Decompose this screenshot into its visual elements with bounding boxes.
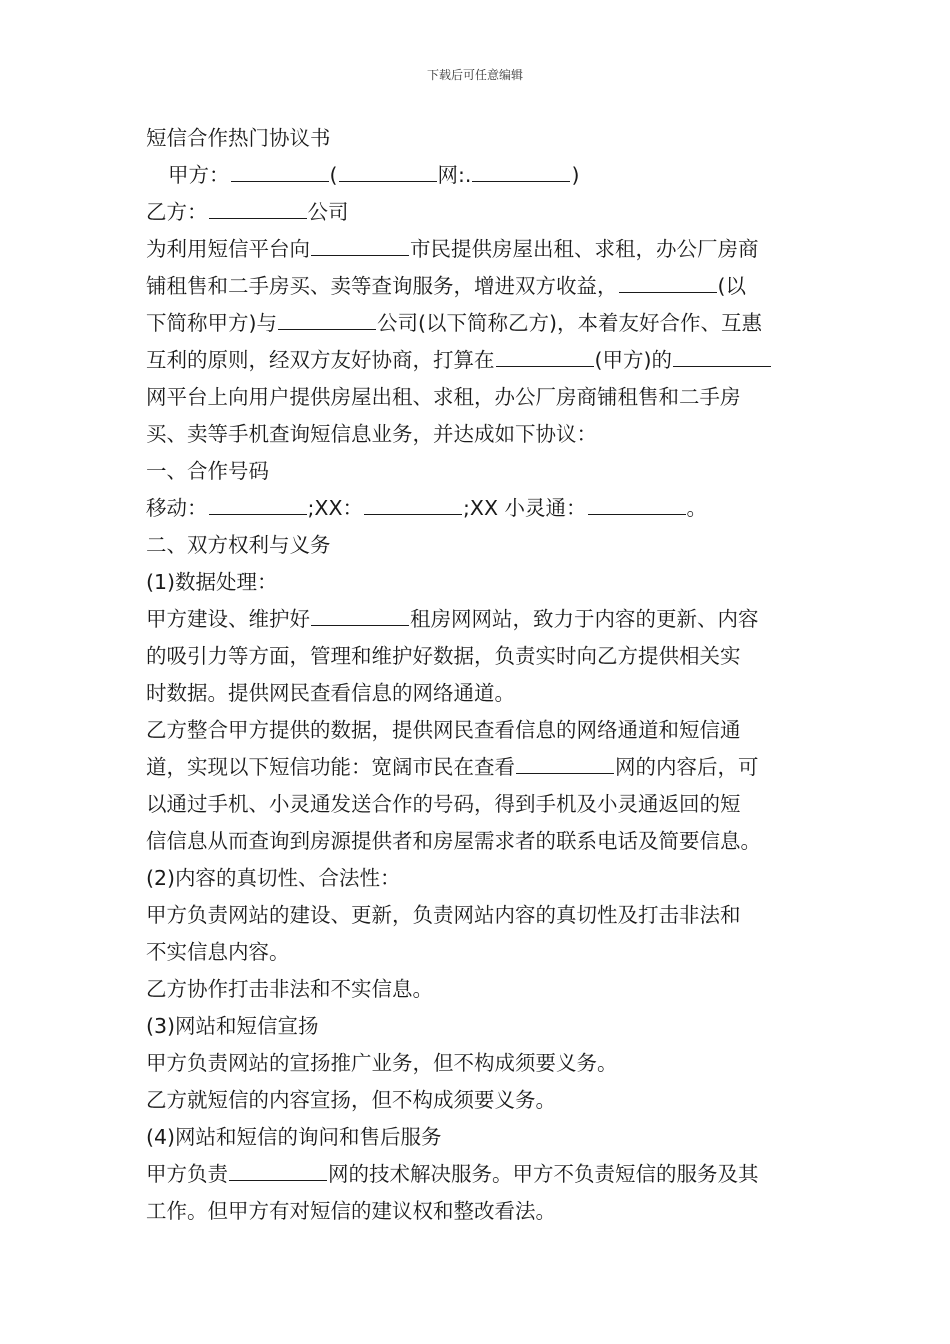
text-line	[146, 1156, 816, 1193]
text-segment: 甲方：	[168, 163, 230, 187]
text-line	[146, 1082, 816, 1119]
text-segment: (1)数据处理：	[146, 570, 278, 594]
text-line	[146, 1119, 816, 1156]
text-segment: (	[329, 163, 338, 187]
text-line	[146, 749, 816, 786]
text-segment: 的吸引力等方面，管理和维护好数据，负责实时向乙方提供相关实	[146, 644, 741, 668]
text-segment: 一、合作号码	[146, 459, 269, 483]
text-line	[146, 1045, 816, 1082]
text-segment: )	[571, 163, 580, 187]
fill-in-blank	[311, 253, 409, 256]
text-segment: (3)网站和短信宣扬	[146, 1014, 319, 1038]
text-segment: (甲方)的	[594, 348, 672, 372]
fill-in-blank	[472, 179, 570, 182]
text-line	[146, 675, 816, 712]
text-segment: 信信息从而查询到房源提供者和房屋需求者的联系电话及简要信息。	[146, 829, 761, 853]
text-line	[146, 342, 816, 379]
text-line	[146, 416, 816, 453]
text-line	[146, 305, 816, 342]
fill-in-blank	[209, 216, 307, 219]
text-segment: 下简称甲方)与	[146, 311, 277, 335]
text-segment: 网平台上向用户提供房屋出租、求租，办公厂房商铺租售和二手房	[146, 385, 741, 409]
text-segment: 网:.	[437, 163, 472, 187]
text-segment: 以通过手机、小灵通发送合作的号码，得到手机及小灵通返回的短	[146, 792, 741, 816]
text-segment: 互利的原则，经双方友好协商，打算在	[146, 348, 495, 372]
text-segment: 时数据。提供网民查看信息的网络通道。	[146, 681, 515, 705]
text-line	[146, 601, 816, 638]
text-line	[146, 1193, 816, 1230]
text-line	[146, 194, 816, 231]
text-line	[146, 564, 816, 601]
text-line	[146, 379, 816, 416]
text-segment: 道，实现以下短信功能：宽阔市民在查看	[146, 755, 515, 779]
document-body	[146, 120, 816, 1230]
fill-in-blank	[278, 327, 376, 330]
text-line	[146, 786, 816, 823]
text-line	[146, 231, 816, 268]
text-segment: 公司(以下简称乙方)，本着友好合作、互惠	[377, 311, 762, 335]
text-line	[146, 453, 816, 490]
text-segment: 铺租售和二手房买、卖等查询服务，增进双方收益，	[146, 274, 618, 298]
text-line	[146, 527, 816, 564]
text-segment: 乙方就短信的内容宣扬，但不构成须要义务。	[146, 1088, 556, 1112]
text-line	[146, 712, 816, 749]
fill-in-blank	[231, 179, 329, 182]
text-segment: (4)网站和短信的询问和售后服务	[146, 1125, 442, 1149]
fill-in-blank	[619, 290, 717, 293]
text-segment: 工作。但甲方有对短信的建议权和整改看法。	[146, 1199, 556, 1223]
text-line	[146, 897, 816, 934]
text-segment: 甲方负责网站的宣扬推广业务，但不构成须要义务。	[146, 1051, 618, 1075]
text-line	[146, 823, 816, 860]
fill-in-blank	[311, 623, 409, 626]
text-segment: 移动：	[146, 496, 208, 520]
fill-in-blank	[496, 364, 594, 367]
text-line	[146, 157, 816, 194]
fill-in-blank	[364, 512, 462, 515]
text-segment: 乙方：	[146, 200, 208, 224]
text-segment: 甲方建设、维护好	[146, 607, 310, 631]
text-segment: 甲方负责	[146, 1162, 228, 1186]
text-line	[146, 860, 816, 897]
text-line	[146, 934, 816, 971]
text-segment: 市民提供房屋出租、求租，办公厂房商	[410, 237, 759, 261]
text-segment: 网的技术解决服务。甲方不负责短信的服务及其	[328, 1162, 759, 1186]
fill-in-blank	[229, 1178, 327, 1181]
text-segment: 买、卖等手机查询短信息业务，并达成如下协议：	[146, 422, 597, 446]
text-segment: 二、双方权利与义务	[146, 533, 331, 557]
text-segment: (以	[717, 274, 746, 298]
text-segment: (2)内容的真切性、合法性：	[146, 866, 401, 890]
fill-in-blank	[588, 512, 686, 515]
document-paragraphs	[146, 157, 816, 1230]
text-segment: 乙方整合甲方提供的数据，提供网民查看信息的网络通道和短信通	[146, 718, 741, 742]
text-segment: 租房网网站，致力于内容的更新、内容	[410, 607, 759, 631]
fill-in-blank	[673, 364, 771, 367]
text-segment: 网的内容后，可	[615, 755, 759, 779]
text-line	[146, 638, 816, 675]
text-line	[146, 971, 816, 1008]
text-segment: 甲方负责网站的建设、更新，负责网站内容的真切性及打击非法和	[146, 903, 741, 927]
text-segment: 。	[686, 496, 708, 520]
text-segment: 为利用短信平台向	[146, 237, 310, 261]
fill-in-blank	[209, 512, 307, 515]
text-segment: 乙方协作打击非法和不实信息。	[146, 977, 433, 1001]
text-segment: 公司	[307, 200, 349, 224]
fill-in-blank	[339, 179, 437, 182]
text-line	[146, 268, 816, 305]
page-header-note: 下载后可任意编辑	[426, 68, 523, 82]
text-segment: ;XX 小灵通：	[463, 496, 587, 520]
text-segment: ;XX：	[307, 496, 363, 520]
fill-in-blank	[516, 771, 614, 774]
document-title: 短信合作热门协议书	[146, 126, 331, 150]
text-line	[146, 1008, 816, 1045]
text-line	[146, 490, 816, 527]
text-segment: 不实信息内容。	[146, 940, 290, 964]
